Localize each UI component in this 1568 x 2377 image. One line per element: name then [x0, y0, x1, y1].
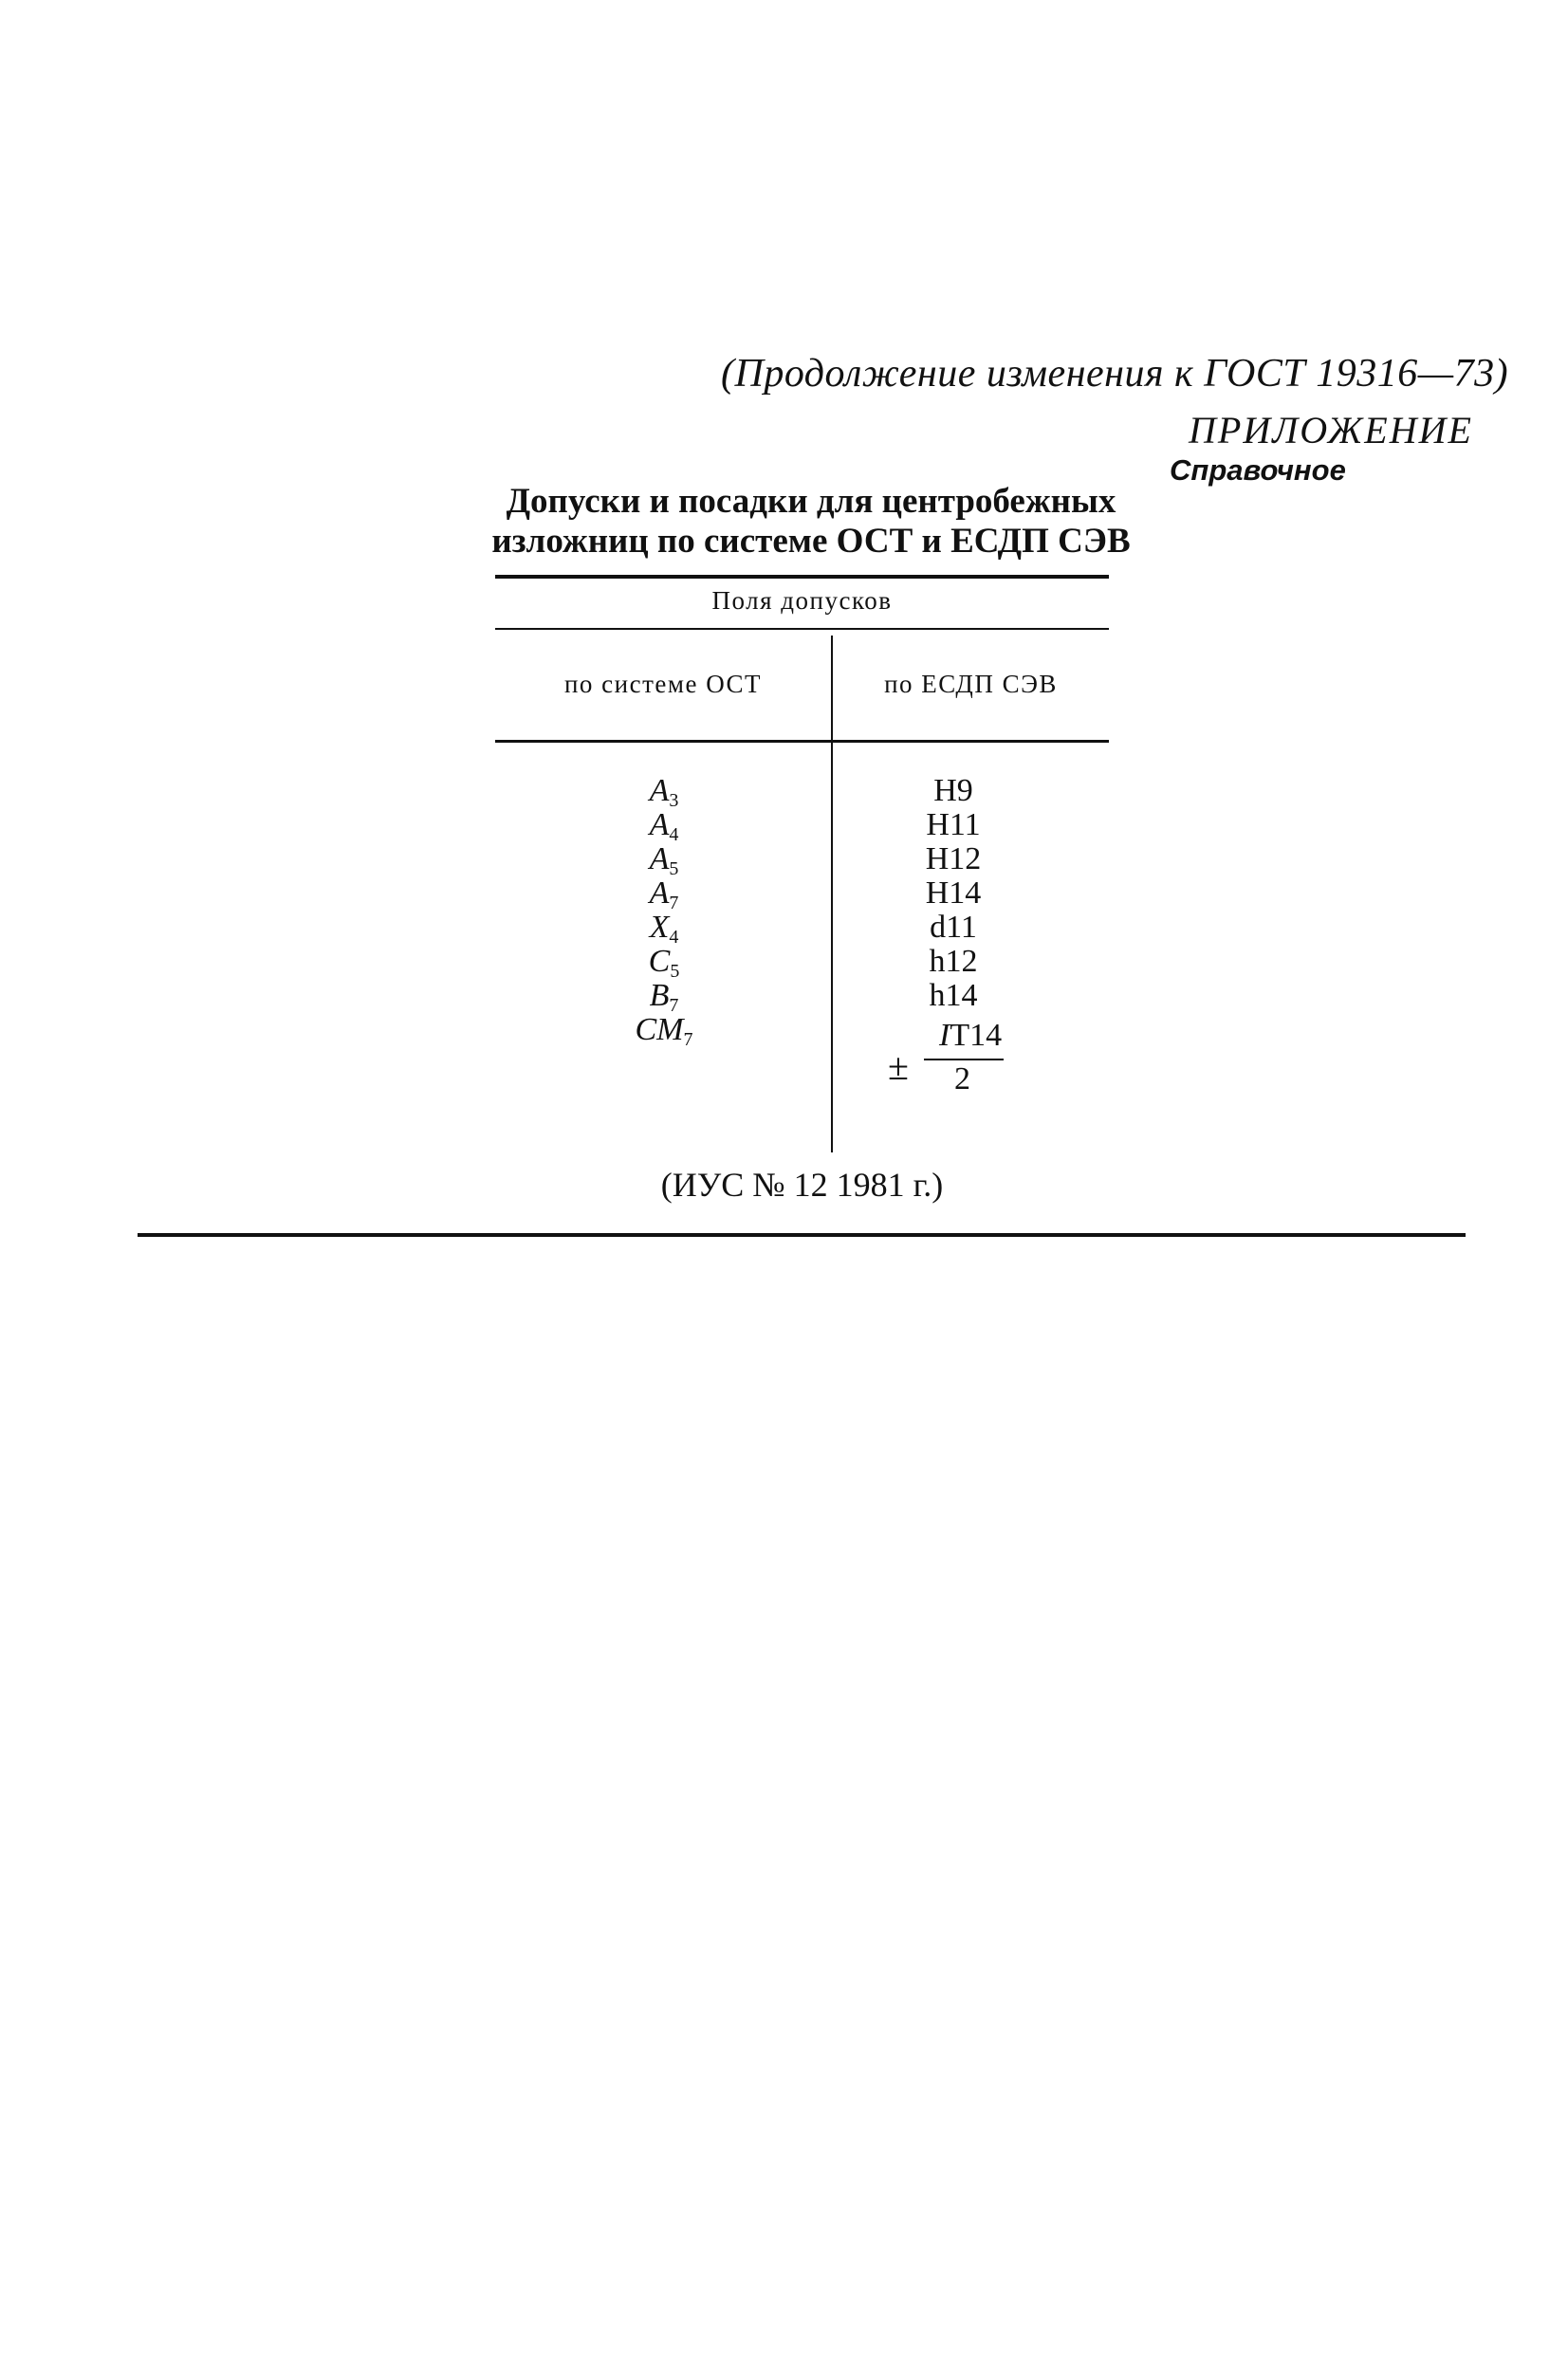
ost-cell: $A_4$: [649, 807, 679, 845]
continuation-note: (Продолжение изменения к ГОСТ 19316—73): [721, 352, 1509, 396]
ost-cell: $X_4$: [649, 910, 679, 948]
table-top-rule: [495, 575, 1109, 579]
column-header-esdp: по ЕСДП СЭВ: [884, 670, 1058, 698]
reference-label: Справочное: [1170, 453, 1346, 487]
esdp-cell: H14: [925, 875, 982, 911]
esdp-cell: H11: [926, 807, 981, 842]
appendix-label: ПРИЛОЖЕНИЕ: [1189, 409, 1473, 451]
ost-column: [569, 773, 759, 1050]
plus-minus-sign: ±: [888, 1045, 909, 1088]
ost-cell: $A_5$: [649, 841, 679, 879]
table-title-line-1: Допуски и посадки для центробежных: [506, 482, 1116, 521]
esdp-fraction-cell: [882, 1018, 1034, 1094]
bottom-rule: [138, 1233, 1466, 1237]
ius-reference: (ИУС № 12 1981 г.): [660, 1166, 944, 1204]
fraction-bar: [924, 1059, 1004, 1060]
esdp-cell: d11: [930, 910, 977, 945]
group-header-rule: [495, 628, 1109, 630]
ost-cell: $B_7$: [649, 978, 679, 1016]
esdp-cell: H12: [925, 841, 982, 876]
fraction-numerator: IT14: [939, 1018, 1003, 1053]
column-divider: [831, 636, 833, 1152]
tolerance-fields-header: Поля допусков: [711, 586, 893, 615]
column-header-ost: по системе ОСТ: [563, 670, 763, 698]
esdp-cell: H9: [933, 773, 973, 808]
esdp-cell: h14: [929, 978, 978, 1013]
column-header-rule: [495, 740, 1109, 743]
ost-cell: $C_5$: [648, 944, 680, 982]
table-title-line-2: изложниц по системе ОСТ и ЕСДП СЭВ: [491, 522, 1131, 561]
table-title: [446, 482, 1176, 562]
esdp-column: [882, 774, 1024, 1013]
fraction-denominator: 2: [954, 1061, 970, 1096]
ost-cell: $CM_7$: [635, 1012, 693, 1050]
ost-cell: $A_3$: [649, 773, 679, 811]
esdp-cell: h12: [929, 944, 978, 979]
ost-cell: $A_7$: [649, 875, 679, 913]
